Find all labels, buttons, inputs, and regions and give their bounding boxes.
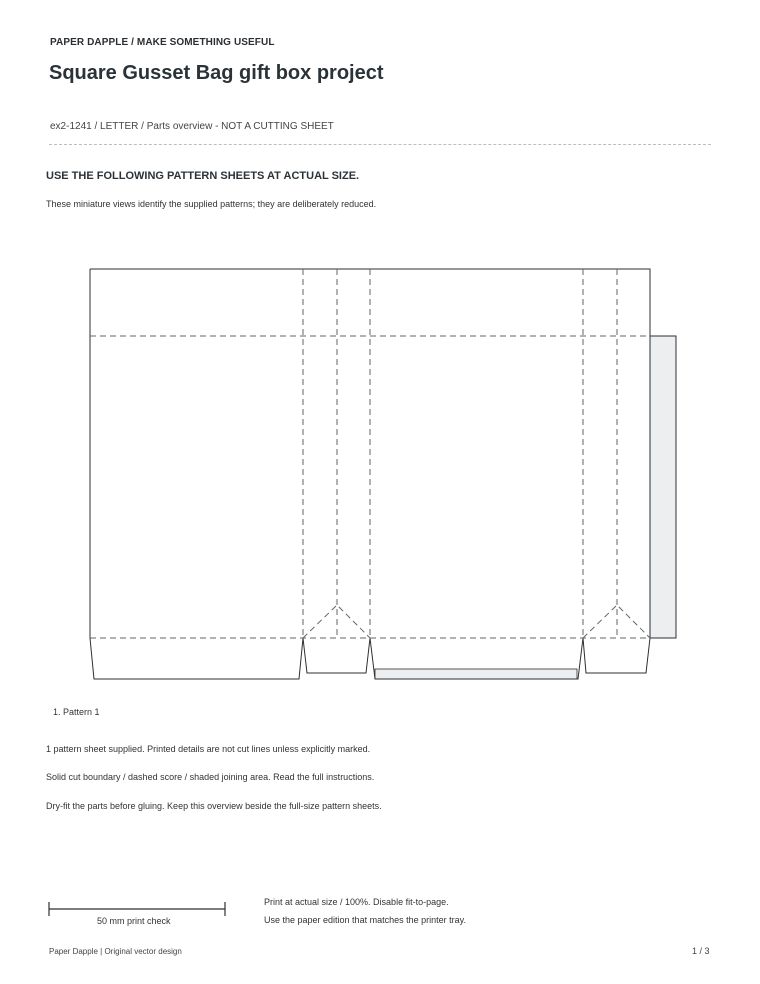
document-meta: ex2-1241 / LETTER / Parts overview - NOT A CUTTING SHEET — [50, 121, 334, 132]
note-line: 1 pattern sheet supplied. Printed details are not cut lines unless explicitly marked. — [46, 744, 371, 754]
section-heading: USE THE FOLLOWING PATTERN SHEETS AT ACTUAL SIZE. — [46, 170, 360, 182]
section-intro: These miniature views identify the supplied patterns; they are deliberately reduced. — [46, 199, 377, 209]
glue-tab-side — [650, 336, 676, 638]
brand-line: PAPER DAPPLE / MAKE SOMETHING USEFUL — [50, 37, 275, 48]
page-title: Square Gusset Bag gift box project — [49, 62, 384, 84]
note-line: Solid cut boundary / dashed score / shaded joining area. Read the full instructions. — [46, 772, 375, 782]
print-instruction: Print at actual size / 100%. Disable fit-to-page. — [264, 897, 449, 907]
glue-strip-bottom — [375, 669, 577, 679]
pattern-caption: 1. Pattern 1 — [53, 707, 100, 717]
page-number: 1 / 3 — [692, 946, 710, 956]
scale-bar-label: 50 mm print check — [97, 916, 171, 926]
paper-instruction: Use the paper edition that matches the printer tray. — [264, 915, 466, 925]
footer-text: Paper Dapple | Original vector design — [49, 947, 182, 956]
note-line: Dry-fit the parts before gluing. Keep this overview beside the full-size pattern sheets. — [46, 801, 382, 811]
